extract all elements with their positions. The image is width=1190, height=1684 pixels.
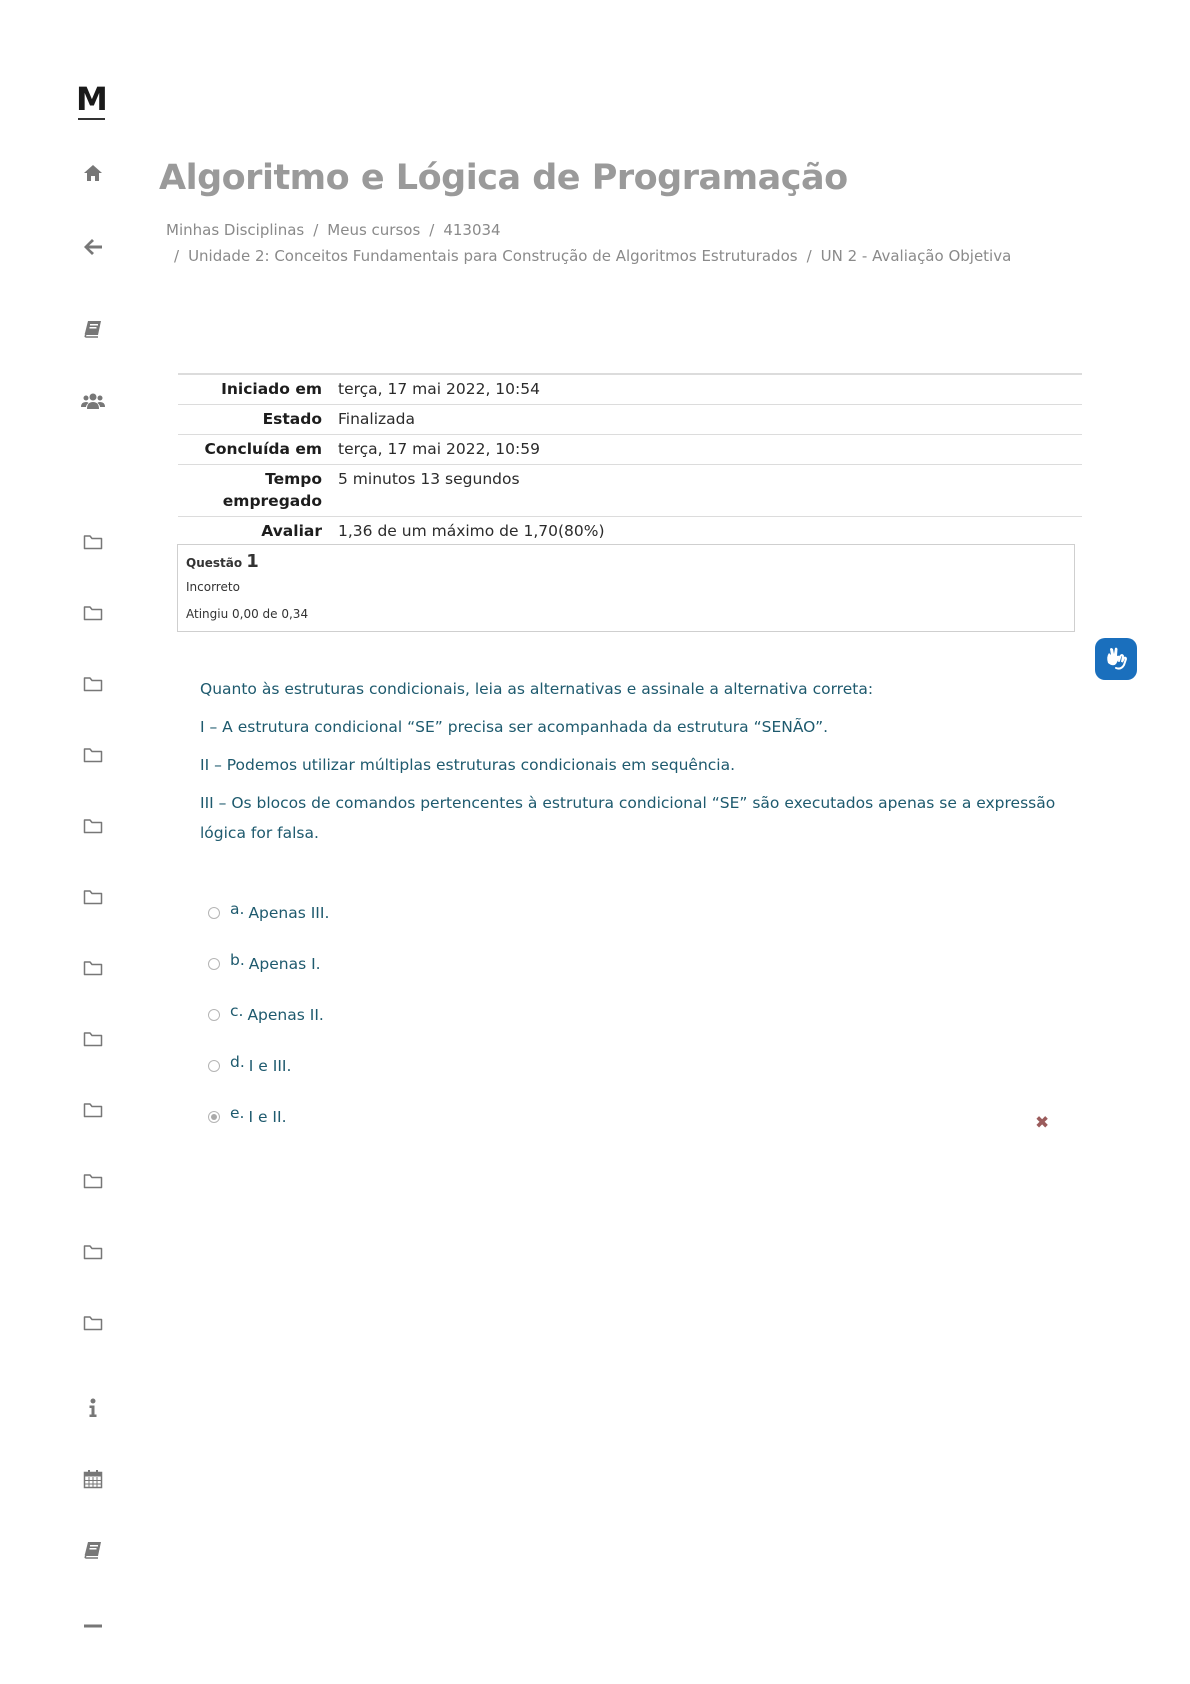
breadcrumb-link-course[interactable]: 413034	[443, 221, 501, 239]
summary-label	[178, 465, 330, 517]
breadcrumb-separator: /	[429, 221, 435, 239]
summary-label: Estado	[262, 410, 322, 428]
table-row	[178, 517, 1082, 547]
question-paragraph: Quanto às estruturas condicionais, leia as alternativas e assinale a alternativa correta:	[200, 680, 874, 698]
table-row	[178, 435, 1082, 465]
radio-button[interactable]	[208, 1060, 220, 1072]
breadcrumb-separator: /	[313, 221, 319, 239]
folder-icon[interactable]	[80, 956, 106, 980]
folder-icon[interactable]	[80, 1027, 106, 1051]
answer-letter: c.	[230, 1002, 244, 1020]
summary-value: Finalizada	[338, 410, 416, 428]
folder-icon[interactable]	[80, 1098, 106, 1122]
summary-label-line: empregado	[222, 492, 322, 510]
folder-icon[interactable]	[80, 672, 106, 696]
question-grade: Atingiu 0,00 de 0,34	[186, 607, 309, 621]
table-row	[178, 405, 1082, 435]
answer-option-e[interactable]	[208, 1104, 287, 1126]
breadcrumb-link-quiz[interactable]: UN 2 - Avaliação Objetiva	[820, 247, 1012, 265]
question-number-value: 1	[246, 551, 259, 572]
question-number	[186, 551, 259, 572]
question-paragraph: III – Os blocos de comandos pertencentes à estrutura condicional “SE” são executados apenas se a expressão lógica for falsa.	[200, 794, 1056, 842]
users-icon[interactable]	[80, 389, 106, 413]
breadcrumb-link-unit[interactable]: Unidade 2: Conceitos Fundamentais para Construção de Algoritmos Estruturados	[188, 247, 798, 265]
back-arrow-icon[interactable]	[80, 235, 106, 259]
answer-text: Apenas III.	[248, 904, 330, 922]
summary-label-line: Tempo	[265, 470, 322, 488]
answer-letter: d.	[230, 1053, 245, 1071]
question-paragraph: II – Podemos utilizar múltiplas estruturas condicionais em sequência.	[200, 756, 736, 774]
folder-icon[interactable]	[80, 1169, 106, 1193]
hands-icon	[1102, 645, 1130, 673]
answer-option-a[interactable]	[208, 900, 330, 922]
info-icon[interactable]	[80, 1396, 106, 1420]
answer-option-d[interactable]	[208, 1053, 292, 1075]
answer-text: Apenas I.	[248, 955, 321, 973]
summary-value: 5 minutos 13 segundos	[338, 470, 520, 488]
folder-icon[interactable]	[80, 1240, 106, 1264]
answer-letter: b.	[230, 951, 245, 969]
calendar-icon[interactable]	[80, 1467, 106, 1491]
answer-text: I e II.	[248, 1108, 287, 1126]
summary-label: Concluída em	[204, 440, 322, 458]
table-row	[178, 465, 1082, 517]
folder-icon[interactable]	[80, 743, 106, 767]
breadcrumb-separator: /	[174, 247, 180, 265]
radio-button[interactable]	[208, 958, 220, 970]
answer-letter: e.	[230, 1104, 245, 1122]
book-icon[interactable]	[80, 1538, 106, 1562]
book-icon[interactable]	[80, 317, 106, 341]
answer-option-c[interactable]	[208, 1002, 324, 1024]
attempt-summary-table	[178, 373, 1082, 546]
page-title: Algoritmo e Lógica de Programação	[159, 158, 848, 198]
question-text	[200, 674, 1060, 848]
folder-icon[interactable]	[80, 1311, 106, 1335]
summary-label: Iniciado em	[221, 380, 322, 398]
answer-text: I e III.	[248, 1057, 292, 1075]
folder-icon[interactable]	[80, 814, 106, 838]
summary-label: Avaliar	[261, 522, 322, 540]
breadcrumb-separator: /	[806, 247, 812, 265]
radio-button[interactable]	[208, 907, 220, 919]
sign-language-accessibility-button[interactable]	[1095, 638, 1137, 680]
folder-icon[interactable]	[80, 530, 106, 554]
home-icon[interactable]	[80, 161, 106, 185]
breadcrumb-line-2	[164, 247, 1011, 265]
table-row	[178, 374, 1082, 405]
answer-option-b[interactable]	[208, 951, 321, 973]
answer-text: Apenas II.	[247, 1006, 324, 1024]
radio-button-selected[interactable]	[208, 1111, 220, 1123]
radio-button[interactable]	[208, 1009, 220, 1021]
answer-letter: a.	[230, 900, 245, 918]
question-state: Incorreto	[186, 580, 240, 594]
folder-icon[interactable]	[80, 601, 106, 625]
question-info-box	[177, 544, 1075, 632]
folder-icon[interactable]	[80, 885, 106, 909]
summary-value: 1,36 de um máximo de 1,70(80%)	[338, 522, 605, 540]
question-prefix: Questão	[186, 556, 243, 570]
site-logo[interactable]: M	[76, 80, 107, 118]
summary-value: terça, 17 mai 2022, 10:54	[338, 380, 540, 398]
question-paragraph: I – A estrutura condicional “SE” precisa ser acompanhada da estrutura “SENÃO”.	[200, 718, 829, 736]
breadcrumb-link-meus-cursos[interactable]: Meus cursos	[327, 221, 421, 239]
minus-icon[interactable]	[80, 1614, 106, 1638]
breadcrumb-link-minhas-disciplinas[interactable]: Minhas Disciplinas	[166, 221, 305, 239]
breadcrumb	[166, 221, 501, 239]
incorrect-icon: ✖	[1035, 1113, 1050, 1133]
summary-value: terça, 17 mai 2022, 10:59	[338, 440, 540, 458]
